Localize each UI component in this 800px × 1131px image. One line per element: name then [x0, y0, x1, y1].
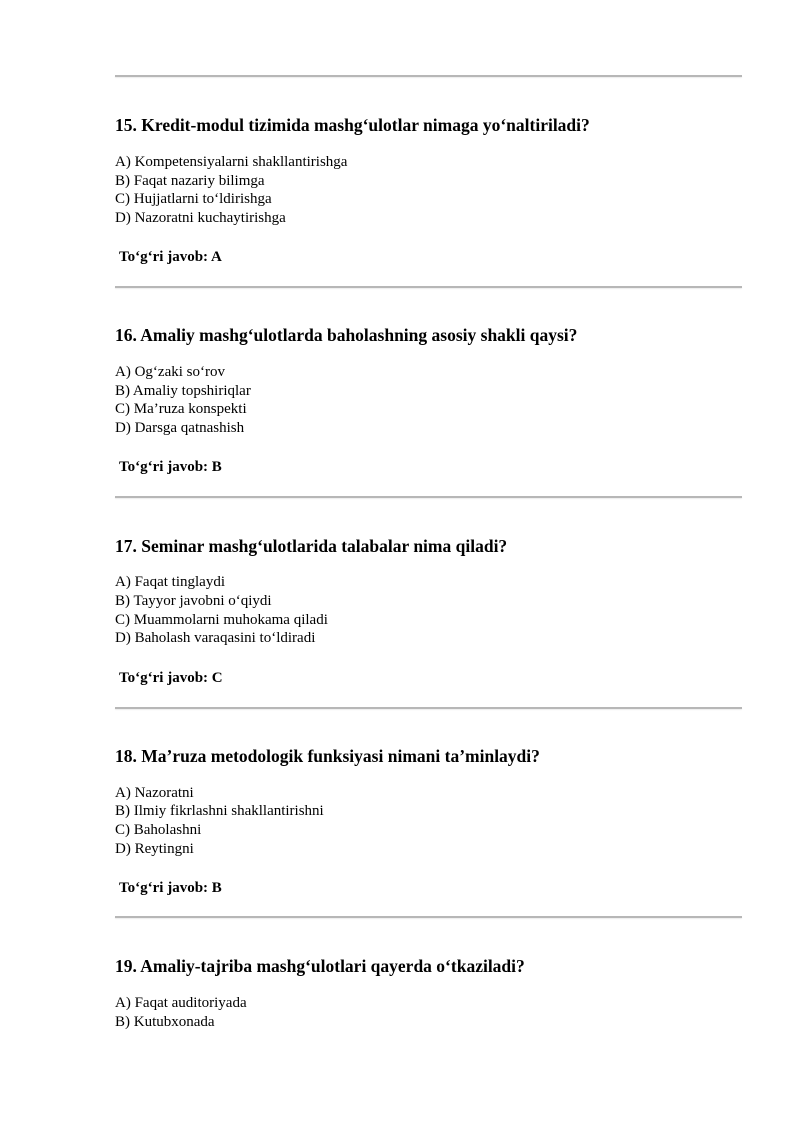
horizontal-rule [115, 916, 742, 918]
correct-answer-text: To‘g‘ri javob: C [119, 670, 223, 686]
answer-option: D) Darsga qatnashish [115, 420, 245, 436]
answer-option: B) Tayyor javobni o‘qiydi [115, 593, 272, 609]
answer-option: D) Nazoratni kuchaytirishga [115, 210, 286, 226]
answer-option: C) Ma’ruza konspekti [115, 401, 247, 417]
correct-answer [115, 248, 222, 266]
answer-option: A) Faqat auditoriyada [115, 995, 247, 1011]
answer-option: D) Reytingni [115, 841, 194, 857]
horizontal-rule [115, 286, 742, 288]
question-title: 19. Amaliy-tajriba mashg‘ulotlari qayerda o‘tkaziladi? [115, 956, 525, 976]
question-title: 15. Kredit-modul tizimida mashg‘ulotlar nimaga yo‘naltiriladi? [115, 115, 590, 135]
answer-option: B) Ilmiy fikrlashni shakllantirishni [115, 803, 324, 819]
correct-answer-text: To‘g‘ri javob: A [119, 249, 222, 265]
answer-option: A) Og‘zaki so‘rov [115, 364, 225, 380]
correct-answer [115, 879, 222, 897]
correct-answer [115, 669, 223, 687]
answer-option: B) Amaliy topshiriqlar [115, 383, 251, 399]
answer-option: A) Faqat tinglaydi [115, 574, 225, 590]
correct-answer-text: To‘g‘ri javob: B [119, 459, 222, 475]
correct-answer [115, 458, 222, 476]
answer-option: C) Baholashni [115, 822, 202, 838]
answer-option: A) Kompetensiyalarni shakllantirishga [115, 154, 348, 170]
answer-option: C) Muammolarni muhokama qiladi [115, 612, 328, 628]
question-title: 16. Amaliy mashg‘ulotlarda baholashning asosiy shakli qaysi? [115, 325, 578, 345]
question-title: 18. Ma’ruza metodologik funksiyasi nimani ta’minlaydi? [115, 746, 540, 766]
answer-option: D) Baholash varaqasini to‘ldiradi [115, 630, 316, 646]
answer-option: B) Faqat nazariy bilimga [115, 173, 265, 189]
horizontal-rule [115, 496, 742, 498]
horizontal-rule [115, 707, 742, 709]
horizontal-rule [115, 75, 742, 77]
answer-option: A) Nazoratni [115, 785, 194, 801]
correct-answer-text: To‘g‘ri javob: B [119, 880, 222, 896]
question-title: 17. Seminar mashg‘ulotlarida talabalar nima qiladi? [115, 536, 508, 556]
answer-option: B) Kutubxonada [115, 1014, 215, 1030]
answer-option: C) Hujjatlarni to‘ldirishga [115, 191, 272, 207]
